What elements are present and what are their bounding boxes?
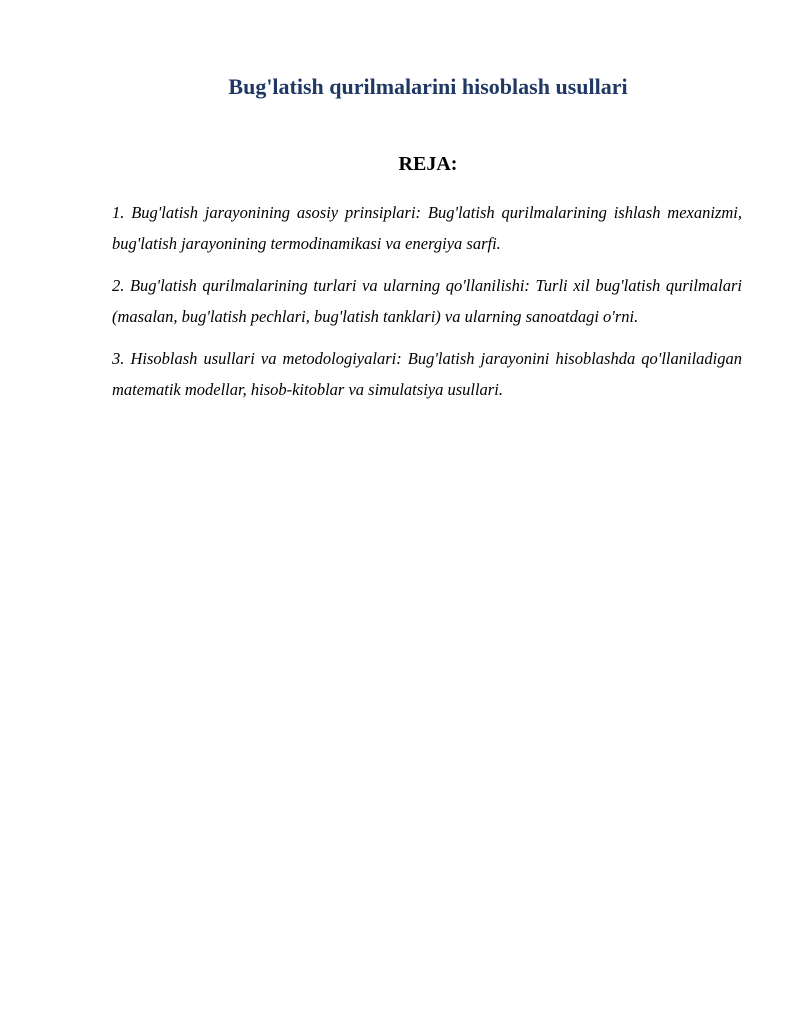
plan-heading: REJA: <box>398 153 458 175</box>
plan-item-1: 1. Bug'latish jarayonining asosiy prinsiplari: Bug'latish qurilmalarining ishlash mexanizmi, bug'latish jarayonining termodinamikasi va energiya sarfi. <box>112 203 742 253</box>
plan-list <box>112 197 742 416</box>
document-title: Bug'latish qurilmalarini hisoblash usullari <box>228 74 628 99</box>
plan-item-3: 3. Hisoblash usullari va metodologiyalari: Bug'latish jarayonini hisoblashda qo'llaniladigan matematik modellar, hisob-kitoblar va simulatsiya usullari. <box>112 349 742 399</box>
plan-item-2: 2. Bug'latish qurilmalarining turlari va ularning qo'llanilishi: Turli xil bug'latish qurilmalari (masalan, bug'latish pechlari, bug'latish tanklari) va ularning sanoatdagi o'rni. <box>112 276 742 326</box>
